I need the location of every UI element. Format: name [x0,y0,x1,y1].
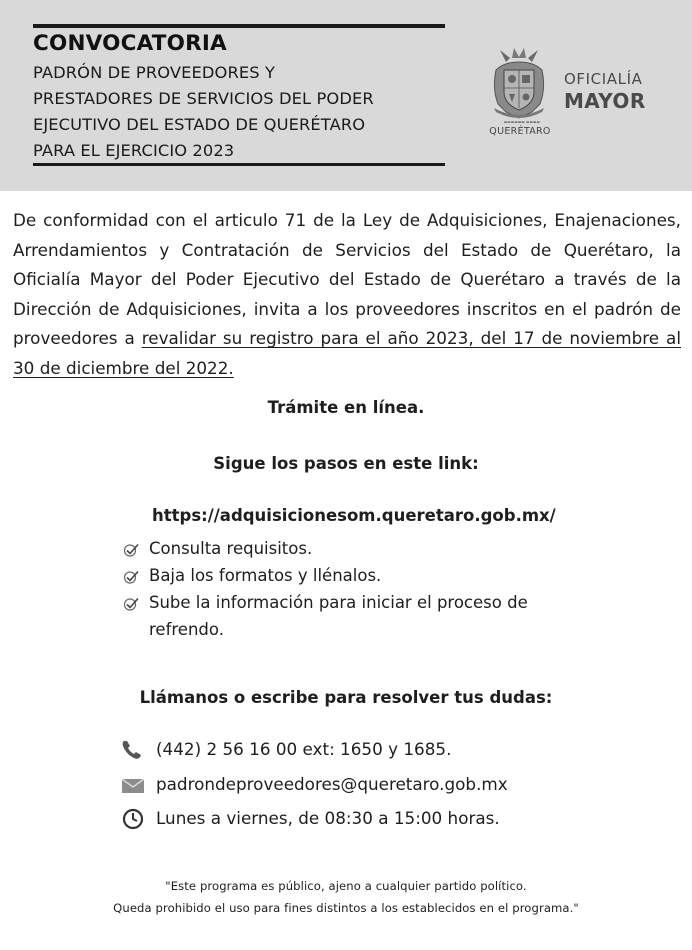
government-tagline: ▬▬▬▬▬▬ ▬▬▬▬ [503,120,541,124]
phone-number: (442) 2 56 16 00 ext: 1650 y 1685. [156,739,452,759]
header-bottom-rule [33,163,445,166]
intro-paragraph [13,206,681,383]
government-name: QUERÉTARO [489,126,551,137]
email-address[interactable]: padrondeproveedores@queretaro.gob.mx [156,773,508,794]
step-item [121,562,591,589]
step-item [121,589,591,643]
contact-heading: Llámanos o escribe para resolver tus dudas: [139,688,553,707]
office-name-line2: MAYOR [564,89,646,113]
phone-icon [120,739,146,761]
checkmark-icon [123,597,139,611]
step-text: Consulta requisitos. [149,539,313,558]
page-subtitle [33,60,453,164]
steps-list [121,535,591,643]
contact-email [120,774,620,809]
coat-of-arms-icon [488,48,550,120]
procedure-instructions: Sigue los pasos en este link: [213,454,479,473]
office-name-line1: OFICIALÍA [564,70,643,88]
step-item [121,535,591,562]
subtitle-line: PARA EL EJERCICIO 2023 [33,141,235,160]
page-title: CONVOCATORIA [33,31,227,56]
contact-list [120,739,620,843]
checkmark-icon [123,543,139,557]
envelope-icon [120,774,146,796]
oficialia-mayor-logo [478,46,668,142]
subtitle-line: PRESTADORES DE SERVICIOS DEL PODER [33,89,374,108]
header-banner [0,0,692,191]
footer-line-1: "Este programa es público, ajeno a cualquier partido político. [165,879,527,893]
clock-icon [120,808,146,830]
registration-link[interactable]: https://adquisicionesom.queretaro.gob.mx/ [152,506,556,525]
step-text: Baja los formatos y llénalos. [149,566,382,585]
procedure-mode: Trámite en línea. [267,398,425,417]
step-text: Sube la información para iniciar el proceso de refrendo. [149,593,528,639]
footer-line-2: Queda prohibido el uso para fines distintos a los establecidos en el programa." [113,901,579,915]
contact-hours [120,808,620,843]
intro-highlight: revalidar su registro para el año 2023, del 17 de noviembre al 30 de diciembre del 2022. [13,328,681,378]
office-hours: Lunes a viernes, de 08:30 a 15:00 horas. [156,808,500,828]
subtitle-line: EJECUTIVO DEL ESTADO DE QUERÉTARO [33,115,366,134]
intro-text: De conformidad con el articulo 71 de la Ley de Adquisiciones, Enajenaciones, Arrendamientos y Contratación de Servicios del Estado de Querétaro, la Oficialía Mayor del Poder Ejecutivo del Estado de Querétaro a través de la Dirección de Adquisiciones, invita a los proveedores inscritos en el padrón de proveedores a [13,210,681,348]
contact-phone [120,739,620,774]
checkmark-icon [123,570,139,584]
subtitle-line: PADRÓN DE PROVEEDORES Y [33,63,276,82]
header-top-rule [33,24,445,28]
